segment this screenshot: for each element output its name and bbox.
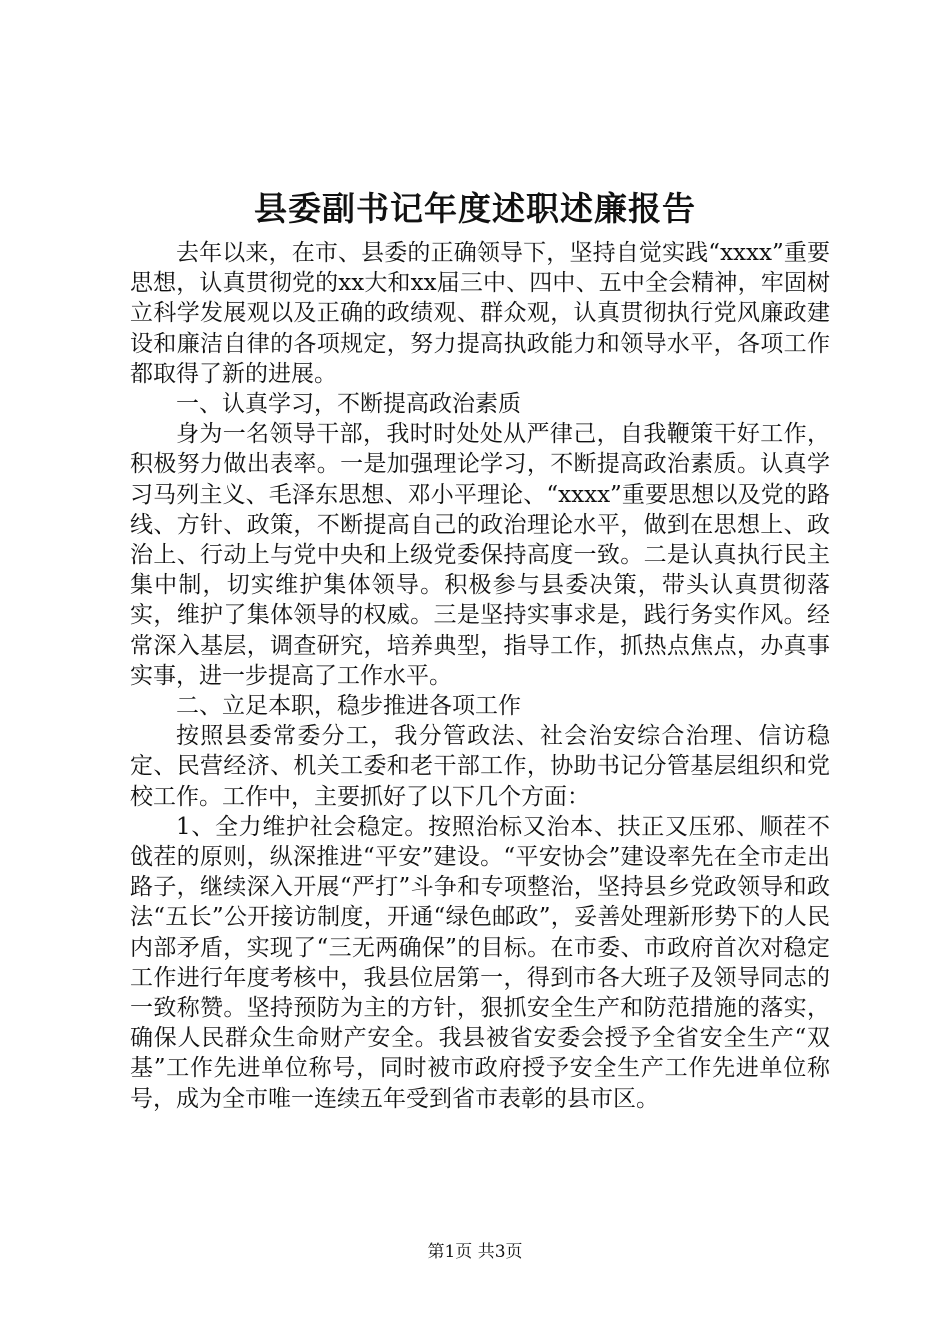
document-title: 县委副书记年度述职述廉报告 [254,189,696,228]
section-1-paragraph: 身为一名领导干部，我时时处处从严律己，自我鞭策干好工作，积极努力做出表率。一是加强理论学习，不断提高政治素质。认真学习马列主义、毛泽东思想、邓小平理论、“xxxx”重要思想以及党的路线、方针、政策，不断提高自己的政治理论水平，做到在思想上、政治上、行动上与党中央和上级党委保持高度一致。二是认真执行民主集中制，切实维护集体领导。积极参与县委决策，带头认真贯彻落实，维护了集体领导的权威。三是坚持实事求是，践行务实作风。经常深入基层，调查研究，培养典型，指导工作，抓热点焦点，办真事实事，进一步提高了工作水平。 [130,421,830,689]
page-indicator: 第1页 共3页 [427,1242,523,1262]
section-2-intro-paragraph: 按照县委常委分工，我分管政法、社会治安综合治理、信访稳定、民营经济、机关工委和老干部工作，协助书记分管基层组织和党校工作。工作中，主要抓好了以下几个方面： [130,723,830,810]
section-2-item-1-paragraph: 1、全力维护社会稳定。按照治标又治本、扶正又压邪、顺茬不戗茬的原则，纵深推进“平安”建设。“平安协会”建设率先在全市走出路子，继续深入开展“严打”斗争和专项整治，坚持县乡党政领导和政法“五长”公开接访制度，开通“绿色邮政”，妥善处理新形势下的人民内部矛盾，实现了“三无两确保”的目标。在市委、市政府首次对稳定工作进行年度考核中，我县位居第一，得到市各大班子及领导同志的一致称赞。坚持预防为主的方针，狠抓安全生产和防范措施的落实，确保人民群众生命财产安全。我县被省安委会授予全省安全生产“双基”工作先进单位称号，同时被市政府授予安全生产工作先进单位称号，成为全市唯一连续五年受到省市表彰的县市区。 [130,813,830,1112]
section-heading-2: 二、立足本职，稳步推进各项工作 [176,693,521,720]
intro-paragraph: 去年以来，在市、县委的正确领导下，坚持自觉实践“xxxx”重要思想，认真贯彻党的xx大和xx届三中、四中、五中全会精神，牢固树立科学发展观以及正确的政绩观、群众观，认真贯彻执行党风廉政建设和廉洁自律的各项规定，努力提高执政能力和领导水平，各项工作都取得了新的进展。 [130,240,830,387]
section-heading-1: 一、认真学习，不断提高政治素质 [176,391,521,418]
document-body [130,238,830,1114]
